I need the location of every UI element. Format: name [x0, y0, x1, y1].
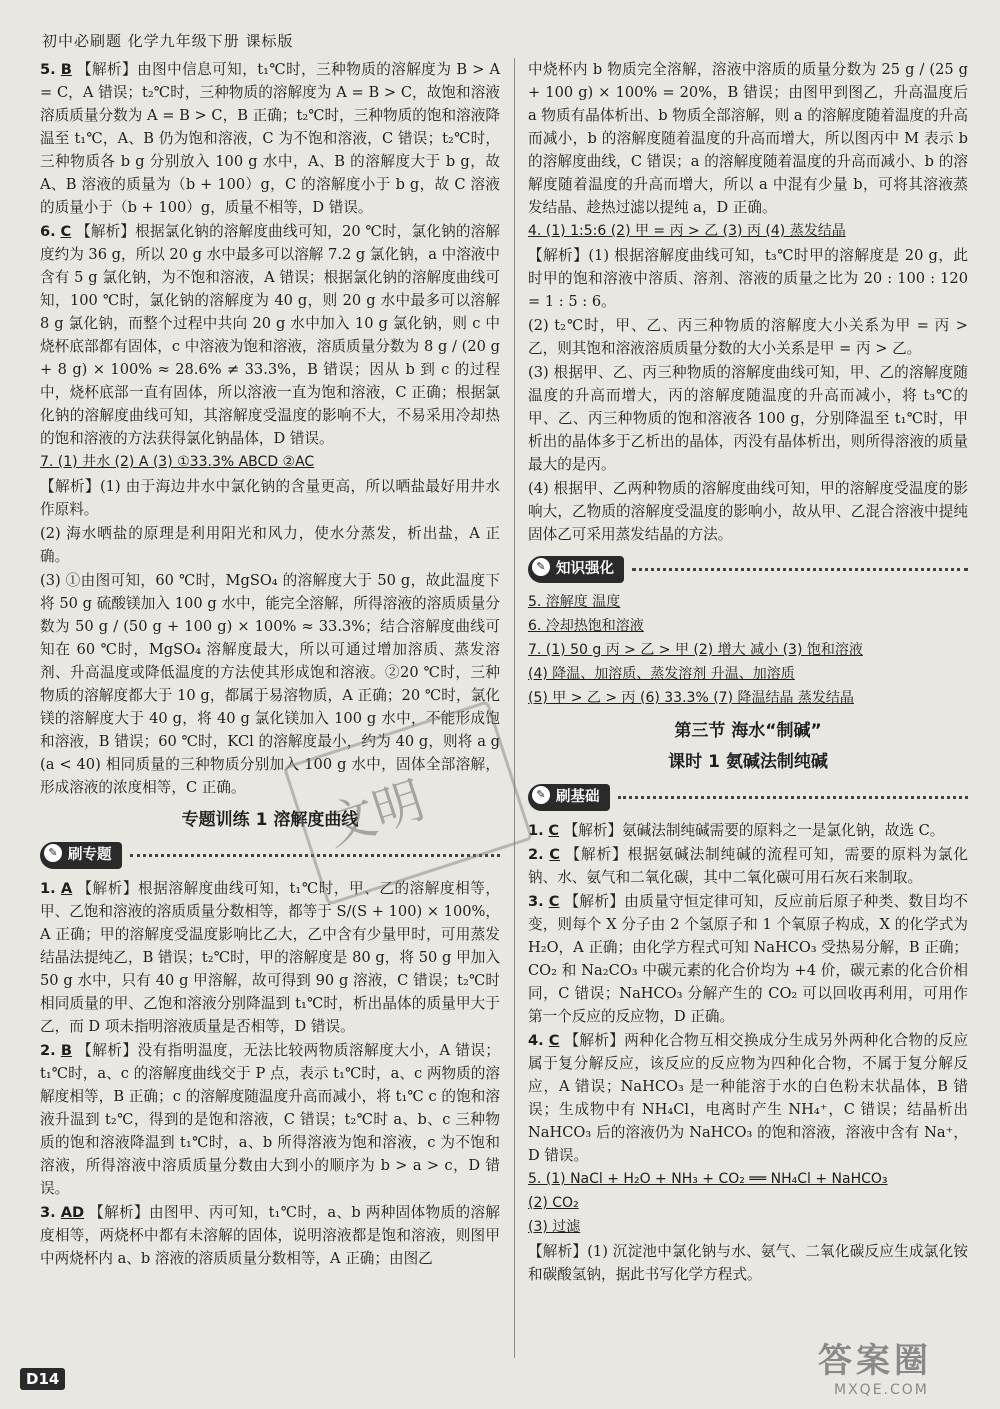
- banner-knowledge: ✎ 知识强化: [528, 556, 968, 583]
- lesson-title: 课时 1 氨碱法制纯碱: [668, 752, 828, 772]
- knowledge-5: 5. 溶解度 温度: [528, 594, 621, 610]
- q7-analysis-2: (2) 海水晒盐的原理是利用阳光和风力，使水分蒸发，析出盐，A 正确。: [40, 525, 500, 565]
- question-3-continued: 中烧杯内 b 物质完全溶解，溶液中溶质的质量分数为 25 g / (25 g + 100 g) × 100% = 20%，B 错误；由图甲到图乙，升高温度后 a 物质有晶体析出、b 物质全部溶解，则 a 的溶解度随着温度的升高而减小，b 的溶解度随着温度的升高而增大，所以图丙中 M 表示 b 的溶解度曲线，C 错误；a 的溶解度随着温度的升高而减小、b 的溶解度随着温度的升高而增大，所以 a 中混有少量 b，可将其溶液蒸发结晶、趁热过滤以提纯 a，D 正确。: [528, 61, 968, 216]
- question-4-answer: 4. (1) 1:5:6 (2) 甲 = 丙 > 乙 (3) 丙 (4) 蒸发结晶: [528, 223, 846, 239]
- question-7-answer: 7. (1) 井水 (2) A (3) ①33.3% ABCD ②AC: [40, 454, 315, 470]
- q4-analysis-4: (4) 根据甲、乙两种物质的溶解度曲线可知，甲的溶解度受温度的影响大，乙物质的溶解度受温度的影响小，故从甲、乙混合溶液中提纯固体乙可采用蒸发结晶的方法。: [528, 480, 968, 543]
- banner-special: ✎ 刷专题: [40, 842, 500, 869]
- q4-analysis-2: (2) t₂℃时，甲、乙、丙三种物质的溶解度大小关系为甲 = 丙 > 乙，则其饱和溶液溶质质量分数的大小关系是甲 = 丙 > 乙。: [528, 317, 968, 357]
- section-title: 第三节 海水“制碱”: [674, 721, 822, 741]
- column-divider: [514, 58, 515, 1358]
- basic-question-5-equation: 5. (1) NaCl + H₂O + NH₃ + CO₂ ══ NH₄Cl + NaHCO₃: [528, 1171, 888, 1187]
- knowledge-7b: (4) 降温、加溶质、蒸发溶剂 升温、加溶质: [528, 666, 795, 682]
- q4-analysis-1: 【解析】(1) 根据溶解度曲线可知，t₃℃时甲的溶解度是 20 g，此时甲的饱和溶液中溶质、溶剂、溶液的质量之比为 20 : 100 : 120 = 1 : 5 : 6。: [528, 247, 968, 310]
- knowledge-7c: (5) 甲 > 乙 > 丙 (6) 33.3% (7) 降温结晶 蒸发结晶: [528, 690, 854, 706]
- q4-analysis-3: (3) 根据甲、乙、丙三种物质的溶解度曲线可知，甲、乙的溶解度随温度的升高而增大，丙的溶解度随温度的升高而减小，将 t₃℃的甲、乙、丙三种物质的饱和溶液各 100 g，分别降温至 t₁℃时，甲析出的晶体多于乙析出的晶体，丙没有晶体析出，则所得溶液的质量最大的是丙。: [528, 364, 968, 473]
- brush-icon: ✎: [532, 558, 550, 576]
- q5-analysis: 【解析】(1) 沉淀池中氯化钠与水、氨气、二氧化碳反应生成氯化铵和碳酸氢钠，据此书写化学方程式。: [528, 1243, 968, 1283]
- basic-question-4: 4. C 【解析】两种化合物互相交换成分生成另外两种化合物的反应属于复分解反应，该反应的反应物为四种化合物，不属于复分解反应，A 错误；NaHCO₃ 是一种能溶于水的白色粉末状晶体，B 错误；生成物中有 NH₄Cl，电离时产生 NH₄⁺，C 错误；结晶析出 NaHCO₃ 后的溶液仍为 NaHCO₃ 的饱和溶液，溶液中含有 Na⁺，D 错误。: [528, 1032, 969, 1164]
- special-training-title: 专题训练 1 溶解度曲线: [181, 810, 359, 830]
- page-header: 初中必刷题 化学九年级下册 课标版: [42, 32, 294, 50]
- question-6: 6. C 【解析】根据氯化钠的溶解度曲线可知，20 ℃时，氯化钠的溶解度约为 36 g，所以 20 g 水中最多可以溶解 7.2 g 氯化钠，a 中溶液中含有 5 g 氯化钠，为不饱和溶液，A 错误；根据氯化钠的溶解度曲线可知，100 ℃时，氯化钠的溶解度为 40 g，则 20 g 水中最多可以溶解 8 g 氯化钠，而整个过程中共向 20 g 水中加入 10 g 氯化钠，则 c 中烧杯底部都有固体，c 中溶液为饱和溶液，溶质质量分数为 8 g / (20 g + 8 g) × 100% ≈ 28.6% ≠ 33.3%，B 错误；因从 b 到 c 的过程中，烧杯底部一直有固体，所以溶液一直为饱和溶液，C 正确；根据氯化钠的溶解度曲线可知，其溶解度受温度的影响不大，不易采用冷却热的饱和溶液的方法获得氯化钠晶体，D 错误。: [40, 223, 500, 447]
- question-5: 5. B 【解析】由图中信息可知，t₁℃时，三种物质的溶解度为 B > A = C，A 错误；t₂℃时，三种物质的溶解度为 A = B > C，故饱和溶液溶质质量分数为 A = B > C，B 正确；t₂℃时，三种物质的饱和溶液降温至 t₁℃，A、B 仍为饱和溶液，C 为不饱和溶液，C 错误；t₂℃时，三种物质各 b g 分别放入 100 g 水中，A、B 的溶解度大于 b g，故 A、B 溶液的质量为（b + 100）g，C 的溶解度小于 b g，故 C 溶液的质量小于（b + 100）g，质量不相等，D 错误。: [40, 61, 501, 216]
- basic-question-5-part2: (2) CO₂: [528, 1195, 579, 1211]
- basic-question-3: 3. C 【解析】由质量守恒定律可知，反应前后原子种类、数目均不变，则每个 X 分子由 2 个氢原子和 1 个氧原子构成，X 的化学式为 H₂O，A 正确；由化学方程式可知 NaHCO₃ 受热易分解，B 正确；CO₂ 和 Na₂CO₃ 中碳元素的化合价均为 +4 价，碳元素的化合价相同，C 错误；NaHCO₃ 分解产生的 CO₂ 可以回收再利用，可用作第一个反应的反应物，D 正确。: [528, 893, 969, 1025]
- ink-stamp: 文明: [283, 700, 534, 906]
- basic-question-1: 1. C 【解析】氨碱法制纯碱需要的原料之一是氯化钠，故选 C。: [528, 822, 945, 839]
- knowledge-6: 6. 冷却热饱和溶液: [528, 618, 644, 634]
- q7-analysis-1: 【解析】(1) 由于海边井水中氯化钠的含量更高，所以晒盐最好用井水作原料。: [40, 478, 500, 518]
- brush-icon: ✎: [532, 786, 550, 804]
- knowledge-7a: 7. (1) 50 g 丙 > 乙 > 甲 (2) 增大 减小 (3) 饱和溶液: [528, 642, 863, 658]
- special-question-3: 3. AD 【解析】由图甲、丙可知，t₁℃时，a、b 两种固体物质的溶解度相等，两烧杯中都有未溶解的固体，说明溶液都是饱和溶液，则图甲中两烧杯内 a、b 溶液的溶质质量分数相等，A 正确；由图乙: [40, 1204, 501, 1267]
- right-column: [528, 58, 968, 1287]
- q7-analysis-3: (3) ①由图可知，60 ℃时，MgSO₄ 的溶解度大于 50 g，故此温度下将 50 g 硫酸镁加入 100 g 水中，能完全溶解，所得溶液的溶质质量分数为 50 g / (50 g + 100 g) × 100% ≈ 33.3%；结合溶解度曲线可知在 60 ℃时，MgSO₄ 溶解度最大，所以可通过增加溶质、蒸发溶剂、升高温度或降低温度的方法使其形成饱和溶液。②20 ℃时，三种物质的溶解度都大于 10 g，都属于易溶物质，A 正确；20 ℃时，氯化镁的溶解度大于 40 g，将 40 g 氯化镁加入 100 g 水中，不能形成饱和溶液，B 错误；60 ℃时，KCl 的溶解度最小，约为 40 g，则将 a g (a < 40) 相同质量的三种物质分别加入 100 g 水中，固体全部溶解，形成溶液的浓度相等，C 正确。: [40, 572, 500, 796]
- site-watermark: 答案圈 MXQE.COM: [818, 1341, 932, 1398]
- left-column: [40, 58, 500, 1271]
- basic-question-5-part3: (3) 过滤: [528, 1219, 581, 1235]
- brush-icon: ✎: [44, 844, 62, 862]
- special-question-1: 1. A 【解析】根据溶解度曲线可知，t₁℃时，甲、乙的溶解度相等，甲、乙饱和溶液的溶质质量分数相等，都等于 S/(S + 100) × 100%，A 正确；甲的溶解度受温度影响比乙大，乙中含有少量甲时，可用蒸发结晶法提纯乙，B 错误；t₂℃时，甲的溶解度是 80 g，将 50 g 甲加入 50 g 水中，只有 40 g 甲溶解，故可得到 90 g 溶液，C 错误；t₂℃时相同质量的甲、乙饱和溶液分别降温到 t₁℃时，析出晶体的质量甲大于乙，而 D 项未指明溶液质量是否相等，D 错误。: [40, 880, 501, 1035]
- special-question-2: 2. B 【解析】没有指明温度，无法比较两物质溶解度大小，A 错误；t₁℃时，a、c 的溶解度曲线交于 P 点，表示 t₁℃时，a、c 两物质的溶解度相等，B 正确；c 的溶解度随温度升高而减小，将 t₁℃ c 的饱和溶液升温到 t₂℃，得到的是饱和溶液，C 错误；t₂℃时 a、b、c 三种物质的饱和溶液降温到 t₁℃时，a、b 所得溶液为饱和溶液，c 为不饱和溶液，所得溶液中溶质质量分数由大到小的顺序为 b > a > c，D 错误。: [40, 1042, 501, 1197]
- banner-basic: ✎ 刷基础: [528, 784, 968, 811]
- page-number: D14: [20, 1368, 65, 1390]
- basic-question-2: 2. C 【解析】根据氨碱法制纯碱的流程可知，需要的原料为氯化钠、水、氨气和二氧化碳，其中二氧化碳可用石灰石来制取。: [528, 846, 968, 886]
